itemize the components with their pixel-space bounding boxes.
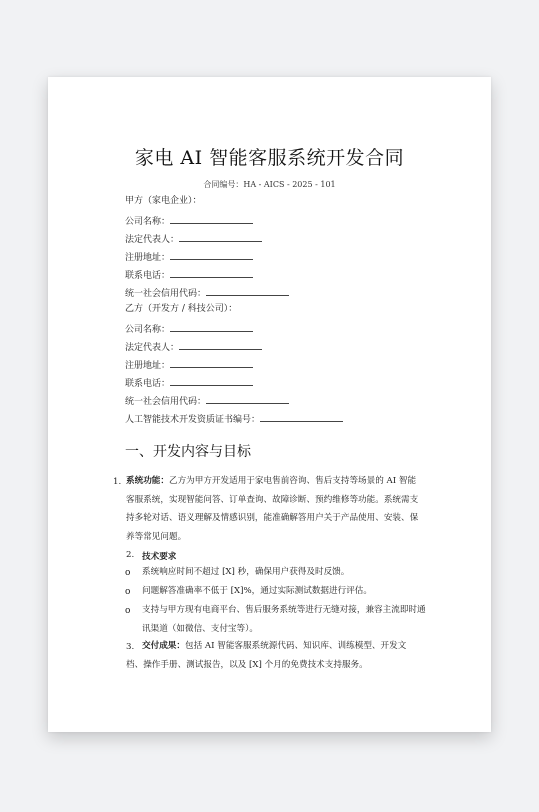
item-tech-requirements-label: 技术要求	[142, 552, 177, 562]
item-number: 3.	[126, 642, 135, 652]
list-item: 系统响应时间不超过 [X] 秒，确保用户获得及时反馈。	[142, 567, 350, 577]
party-a-phone: 联系电话：	[125, 268, 253, 282]
party-a-credit-code: 统一社会信用代码：	[125, 286, 289, 300]
document-title: 家电 AI 智能客服系统开发合同	[134, 147, 405, 169]
blank-line[interactable]	[170, 358, 253, 368]
item-deliverables: 交付成果：包括 AI 智能客服系统源代码、知识库、训练模型、开发文 档、操作手册、测试报告，以及 [X] 个月的免费技术支持服务。	[126, 641, 407, 670]
contract-number: 合同编号：HA - AICS - 2025 - 101	[203, 180, 336, 189]
party-a-company-name: 公司名称：	[125, 214, 253, 228]
party-b-heading: 乙方（开发方 / 科技公司）：	[125, 304, 238, 314]
blank-line[interactable]	[170, 376, 253, 386]
party-b-ai-cert-number: 人工智能技术开发资质证书编号：	[125, 412, 343, 426]
bullet-icon: o	[125, 568, 131, 578]
blank-line[interactable]	[206, 286, 289, 296]
list-item: 问题解答准确率不低于 [X]%，通过实际测试数据进行评估。	[142, 586, 372, 596]
bullet-icon: o	[125, 606, 131, 616]
blank-line[interactable]	[170, 250, 253, 260]
party-b-address: 注册地址：	[125, 358, 253, 372]
blank-line[interactable]	[179, 232, 262, 242]
party-a-legal-rep: 法定代表人：	[125, 232, 262, 246]
party-a-heading: 甲方（家电企业）：	[125, 196, 202, 206]
blank-line[interactable]	[179, 340, 262, 350]
party-b-phone: 联系电话：	[125, 376, 253, 390]
blank-line[interactable]	[170, 214, 253, 224]
item-number: 2.	[126, 550, 135, 560]
party-b-legal-rep: 法定代表人：	[125, 340, 262, 354]
party-b-company-name: 公司名称：	[125, 322, 253, 336]
party-a-address: 注册地址：	[125, 250, 253, 264]
item-number: 1.	[113, 477, 122, 487]
party-b-credit-code: 统一社会信用代码：	[125, 394, 289, 408]
blank-line[interactable]	[170, 268, 253, 278]
bullet-icon: o	[125, 587, 131, 597]
blank-line[interactable]	[206, 394, 289, 404]
list-item: 支持与甲方现有电商平台、售后服务系统等进行无缝对接，兼容主流即时通 讯渠道（如微信、支付宝等）。	[142, 605, 426, 634]
blank-line[interactable]	[170, 322, 253, 332]
blank-line[interactable]	[260, 412, 343, 422]
section-heading: 一、开发内容与目标	[125, 444, 251, 460]
item-system-function: 系统功能：乙方为甲方开发适用于家电售前咨询、售后支持等场景的 AI 智能 客服系统，实现智能问答、订单查询、故障诊断、预约维修等功能。系统需支 持多轮对话、语义理解及情感识别，能准确解答用户关于产品使用、安装、保 养等常见问题。	[126, 476, 419, 542]
